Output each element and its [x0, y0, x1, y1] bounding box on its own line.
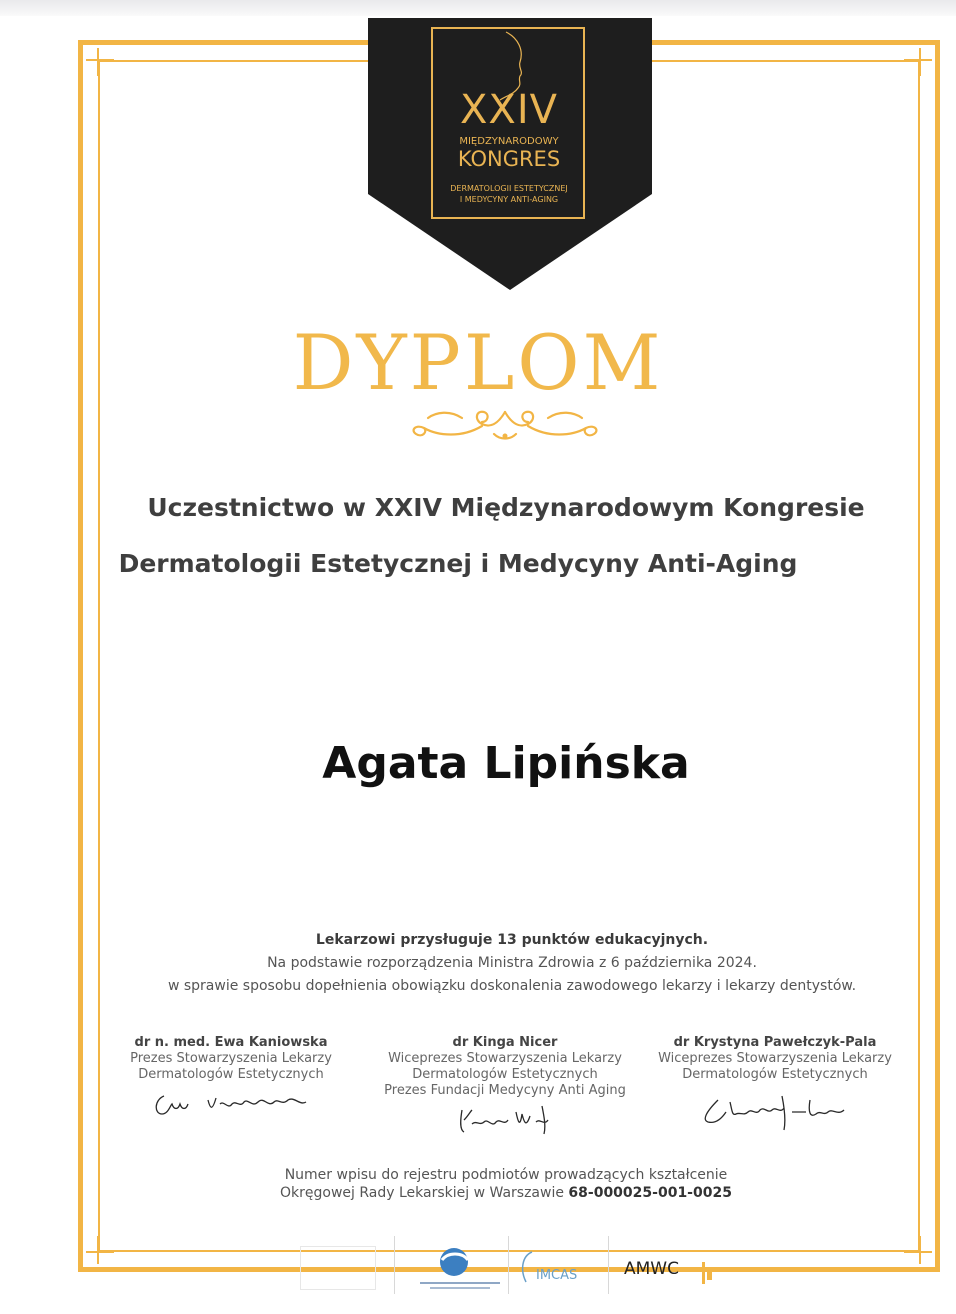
badge-line-congress: KONGRES [457, 147, 561, 171]
diploma-title: DYPLOM [292, 318, 664, 407]
regulation-reference: Na podstawie rozporządzenia Ministra Zdrowia z 6 października 2024. [267, 955, 757, 971]
handwritten-signature-1 [148, 1088, 312, 1124]
signatory-role: Dermatologów Estetycznych [412, 1067, 598, 1082]
corner-ornament-top-right [888, 46, 934, 92]
badge-line-anti-aging: I MEDYCYNY ANTI-AGING [459, 195, 559, 204]
signatory-role: Dermatologów Estetycznych [138, 1067, 324, 1082]
partner-logo-1 [300, 1246, 376, 1290]
signatory-role: Prezes Stowarzyszenia Lekarzy [130, 1051, 332, 1066]
signatory-role: Prezes Fundacji Medycyny Anti Aging [384, 1083, 626, 1098]
signatory-1 [110, 1035, 352, 1083]
signatory-name: dr n. med. Ewa Kaniowska [134, 1035, 328, 1050]
registry-number: 68-000025-001-0025 [568, 1185, 732, 1201]
logo-divider [608, 1236, 609, 1294]
recipient-name: Agata Lipińska [322, 738, 690, 789]
signatory-2 [380, 1035, 630, 1099]
points-statement: Lekarzowi przysługuje 13 punktów edukacyjnych. [315, 932, 709, 948]
badge-number: XXIV [460, 87, 558, 133]
subtitle-line-2: Dermatologii Estetycznej i Medycyny Anti-Aging [118, 549, 798, 578]
corner-ornament-bottom-left [84, 1220, 130, 1266]
registry-line-1: Numer wpisu do rejestru podmiotów prowadzących kształcenie [284, 1167, 728, 1183]
handwritten-signature-2 [456, 1102, 556, 1136]
corner-ornament-top-left [84, 46, 130, 92]
scan-edge [0, 0, 956, 16]
amwc-accent-mark [700, 1262, 714, 1284]
subtitle-line-1: Uczestnictwo w XXIV Międzynarodowym Kongresie [147, 493, 865, 522]
registry-line-2 [0, 1185, 956, 1201]
badge-line-international: MIĘDZYNARODOWY [459, 136, 559, 147]
partner-logo-globe [418, 1244, 502, 1292]
badge-line-dermatology: DERMATOLOGII ESTETYCZNEJ [450, 184, 568, 193]
signatory-role: Wiceprezes Stowarzyszenia Lekarzy [658, 1051, 892, 1066]
logo-divider [508, 1236, 509, 1294]
logo-divider [394, 1236, 395, 1294]
corner-ornament-bottom-right [888, 1220, 934, 1266]
regulation-purpose: w sprawie sposobu dopełnienia obowiązku doskonalenia zawodowego lekarzy i lekarzy dentystów. [167, 978, 857, 994]
signatory-role: Dermatologów Estetycznych [682, 1067, 868, 1082]
flourish-ornament [402, 404, 608, 444]
partner-logo-amwc: AMWC [624, 1259, 679, 1279]
registry-prefix: Okręgowej Rady Lekarskiej w Warszawie [280, 1185, 569, 1201]
partner-logo-imcas: IMCAS [536, 1268, 578, 1283]
signatory-3 [648, 1035, 902, 1083]
signatory-name: dr Krystyna Pawełczyk-Pala [673, 1035, 877, 1050]
signatory-name: dr Kinga Nicer [452, 1035, 558, 1050]
handwritten-signature-3 [698, 1090, 862, 1136]
signatory-role: Wiceprezes Stowarzyszenia Lekarzy [388, 1051, 622, 1066]
